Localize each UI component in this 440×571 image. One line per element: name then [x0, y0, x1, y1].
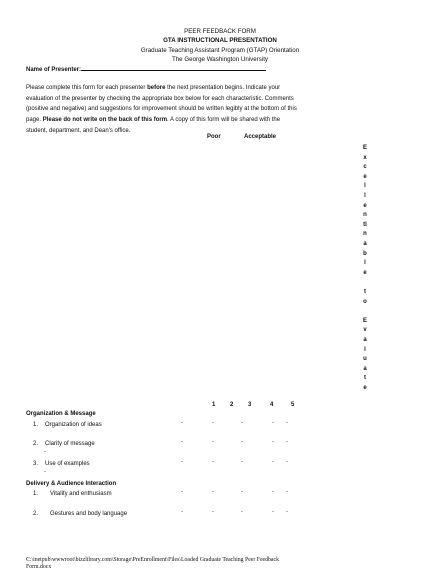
- scale-acceptable-label: Acceptable: [244, 134, 277, 140]
- rating-checkbox[interactable]: -: [212, 459, 214, 465]
- vertical-letter: t: [364, 375, 366, 382]
- rating-checkbox[interactable]: -: [44, 469, 46, 475]
- vertical-letter: u: [363, 356, 367, 363]
- vertical-letter: t: [364, 289, 366, 295]
- rating-checkbox[interactable]: -: [286, 509, 288, 515]
- rating-checkbox[interactable]: -: [181, 509, 183, 515]
- program-name: Graduate Teaching Assistant Program (GTAP) Orientation: [140, 47, 300, 54]
- rating-checkbox[interactable]: -: [286, 439, 288, 445]
- vertical-letter: e: [363, 269, 367, 276]
- instructions-paragraph: Please complete this form for each presenter before the next presentation begins. Indicate your evaluation of the presenter by checking the appropriate box below for each characteristic. Comments (positive and negative) and suggestions for improvement should be written legibly at the bottom of this page. Please do not write on the back of this form. A copy of this form will be shared with the student, department, and Dean's office.: [26, 85, 297, 134]
- rating-checkbox[interactable]: -: [44, 449, 46, 455]
- rating-checkbox[interactable]: -: [272, 509, 274, 515]
- vertical-letter: E: [362, 145, 367, 151]
- form-subtitle: GTA INSTRUCTIONAL PRESENTATION: [163, 37, 277, 44]
- vertical-letter: n: [363, 231, 367, 238]
- item-number: 3.: [33, 461, 39, 467]
- section-title-organization: Organization & Message: [26, 411, 96, 417]
- rating-checkbox[interactable]: -: [241, 489, 243, 495]
- rating-checkbox[interactable]: -: [241, 459, 243, 465]
- vertical-letter: l: [364, 260, 366, 267]
- item-number: 2.: [33, 441, 39, 447]
- vertical-letter: l: [364, 193, 366, 199]
- item-label-clarity-of-message: Clarity of message: [45, 441, 95, 447]
- vertical-letter: l: [364, 183, 366, 190]
- item-label-organization-of-ideas: Organization of ideas: [45, 422, 102, 428]
- rating-checkbox[interactable]: -: [212, 509, 214, 515]
- presenter-label: Name of Presenter:: [26, 67, 82, 73]
- rating-checkbox[interactable]: -: [241, 439, 243, 445]
- item-number: 1.: [33, 491, 39, 497]
- item-label-vitality: Vitality and enthusiasm: [50, 491, 112, 497]
- item-number: 2.: [33, 511, 39, 517]
- rating-checkbox[interactable]: -: [212, 489, 214, 495]
- rating-checkbox[interactable]: -: [241, 509, 243, 515]
- rating-checkbox[interactable]: -: [181, 459, 183, 465]
- rating-checkbox[interactable]: -: [272, 439, 274, 445]
- vertical-letter: E: [362, 317, 367, 324]
- vertical-letter: a: [363, 337, 367, 343]
- rating-3: 3: [248, 402, 252, 408]
- rating-checkbox[interactable]: -: [286, 459, 288, 465]
- scale-poor-label: Poor: [207, 134, 221, 140]
- rating-1: 1: [212, 402, 216, 408]
- rating-4: 4: [270, 402, 274, 408]
- vertical-letter: l: [364, 346, 366, 353]
- rating-checkbox[interactable]: -: [212, 439, 214, 445]
- rating-checkbox[interactable]: -: [272, 420, 274, 426]
- rating-checkbox[interactable]: -: [241, 420, 243, 426]
- vertical-letter: e: [363, 202, 367, 209]
- vertical-letter: e: [363, 385, 367, 391]
- item-number: 1.: [33, 422, 39, 428]
- presenter-field[interactable]: [26, 65, 266, 73]
- vertical-letter: a: [363, 365, 367, 372]
- university-name: The George Washington University: [171, 56, 269, 63]
- vertical-letter: n: [363, 212, 367, 219]
- vertical-letter: a: [363, 241, 367, 247]
- presenter-name-line[interactable]: [81, 65, 266, 71]
- rating-checkbox[interactable]: -: [272, 459, 274, 465]
- rating-checkbox[interactable]: -: [181, 420, 183, 426]
- rating-checkbox[interactable]: -: [286, 420, 288, 426]
- vertical-letter: o: [363, 298, 367, 305]
- rating-checkbox[interactable]: -: [212, 420, 214, 426]
- rating-checkbox[interactable]: -: [181, 489, 183, 495]
- item-label-gestures: Gestures and body language: [50, 511, 128, 517]
- rating-5: 5: [291, 402, 295, 408]
- item-label-use-of-examples: Use of examples: [45, 461, 90, 467]
- vertical-letter: x: [363, 154, 367, 161]
- vertical-letter: b: [363, 250, 367, 257]
- rating-checkbox[interactable]: -: [181, 439, 183, 445]
- vertical-letter: c: [363, 164, 367, 171]
- rating-2: 2: [230, 402, 234, 408]
- rating-checkbox[interactable]: -: [286, 489, 288, 495]
- rating-checkbox[interactable]: -: [272, 489, 274, 495]
- vertical-letter: tl: [363, 221, 367, 228]
- file-path-footer: C:\inetpub\wwwroot\bizzlibrary.com\Storage\PreEnrollment\Files\Loaded Graduate Teaching Peer Feedback Form.docx: [26, 557, 279, 570]
- section-title-delivery: Delivery & Audience Interaction: [26, 481, 117, 487]
- form-title: PEER FEEDBACK FORM: [184, 28, 256, 35]
- vertical-letter: e: [363, 173, 367, 180]
- vertical-letter: v: [363, 327, 367, 334]
